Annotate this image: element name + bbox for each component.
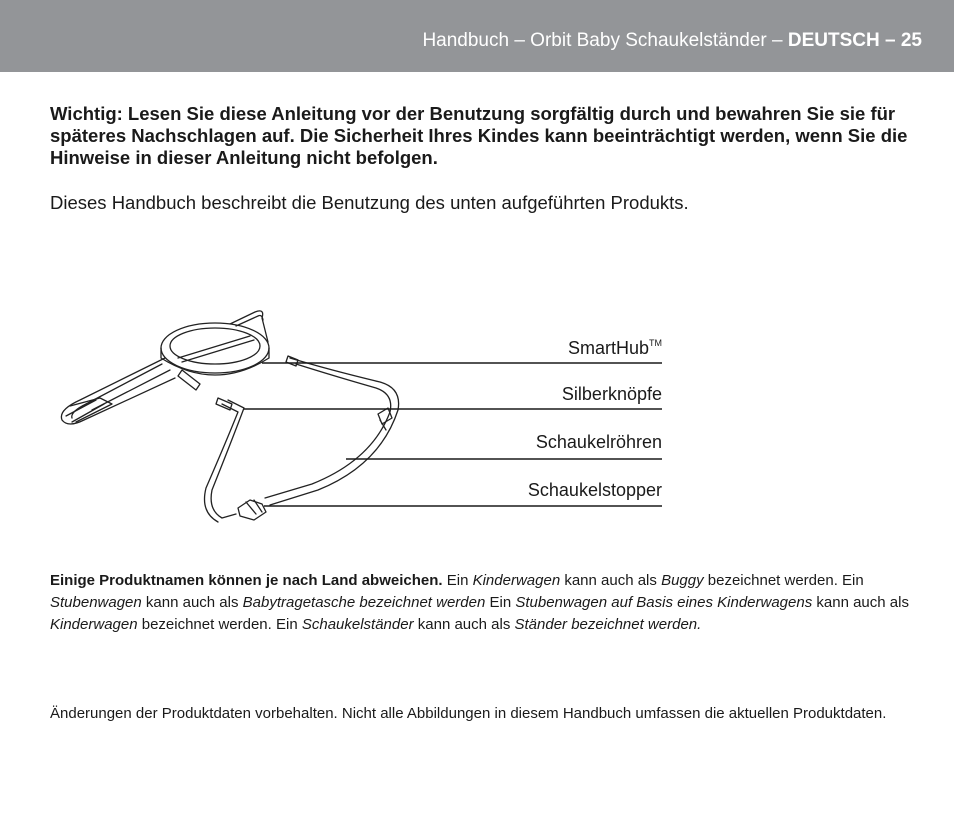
- safety-warning: Wichtig: Lesen Sie diese Anleitung vor der Benutzung sorgfältig durch und bewahren Sie sie für späteres Nachschlagen auf. Die Sicherheit Ihres Kindes kann beeinträchtigt werden, wenn Sie die Hinweise in dieser Anleitung nicht befolgen.: [50, 103, 908, 168]
- front-upright: [205, 400, 245, 522]
- tube-clip: [378, 408, 392, 430]
- disclaimer-text: Änderungen der Produktdaten vorbehalten. Nicht alle Abbildungen in diesem Handbuch umfassen die aktuellen Produktdaten.: [50, 705, 887, 722]
- header-page-number: DEUTSCH – 25: [787, 30, 922, 51]
- label-silberknoepfe: Silberknöpfe: [561, 384, 662, 404]
- product-names-note: Einige Produktnamen können je nach Land abweichen. Ein Kinderwagen kann auch als Buggy bezeichnet werden. Ein Stubenwagen kann auch als Babytragetasche bezeichnet werden Ein Stubenwagen auf Basis eines Kinderwagens kann auch als Kinderwagen bezeichnet werden. Ein Schaukelständer kann auch als Ständer bezeichnet werden.: [50, 572, 909, 633]
- product-illustration: [0, 300, 954, 540]
- smarthub-ring-outer: [161, 323, 269, 373]
- base-leg-left: [61, 358, 175, 424]
- smarthub-ring-inner: [170, 328, 260, 364]
- header-title-prefix: Handbuch – Orbit Baby Schaukelständer –: [422, 30, 788, 51]
- label-schaukelroehren: Schaukelröhren: [535, 432, 662, 452]
- page-header: [0, 0, 954, 72]
- swing-tube: [265, 358, 399, 505]
- swing-stand-drawing: [0, 300, 954, 540]
- header-title: [422, 30, 922, 52]
- hub-arm-right: [230, 311, 268, 342]
- label-smarthub: SmartHub™: [567, 338, 662, 358]
- label-schaukelstopper: Schaukelstopper: [527, 480, 662, 500]
- intro-text: Dieses Handbuch beschreibt die Benutzung des unten aufgeführten Produkts.: [50, 192, 689, 213]
